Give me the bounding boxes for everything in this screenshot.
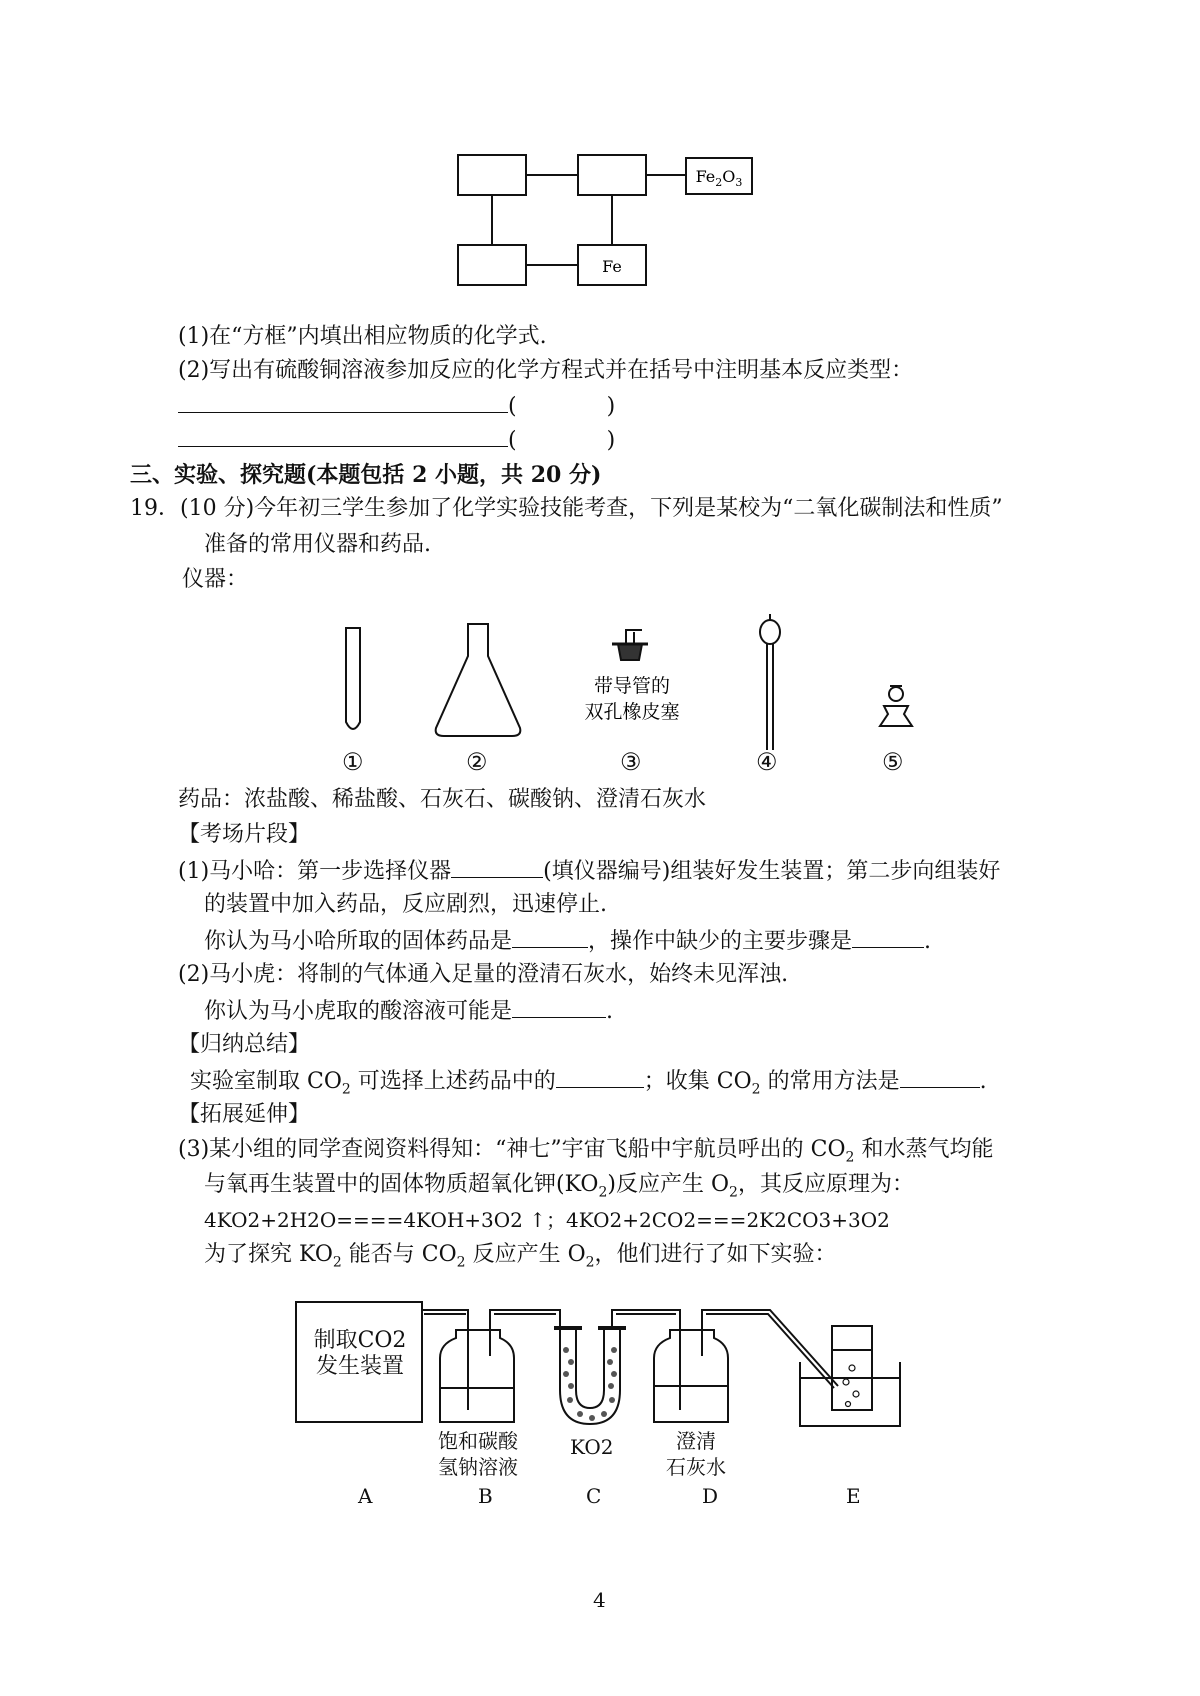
flow-fe2o3-label: $Fe_2O_3$: [695, 167, 743, 189]
part2-line2: 你认为马小虎取的酸溶液可能是 .: [204, 995, 613, 1027]
letter-E: E: [846, 1484, 861, 1508]
stopper-label-line2: 双孔橡皮塞: [584, 701, 680, 723]
stopper-label-line1: 带导管的: [593, 675, 671, 697]
part3-line2: 与氧再生装置中的固体物质超氧化钾$(KO_2)$反应产生 $O_2$，其反应原理为：: [204, 1172, 914, 1201]
page-number: 4: [593, 1588, 606, 1612]
acid-solution-blank[interactable]: [512, 995, 606, 1018]
part2-line1: (2)马小虎：将制的气体通入足量的澄清石灰水，始终未见浑浊.: [178, 962, 789, 987]
summary-line: 实验室制取 $CO_2$ 可选择上述药品中的 ；收集 $CO_2$ 的常用方法是 .: [190, 1065, 987, 1097]
part3-line1: (3)某小组的同学查阅资料得知：“神七”宇宙飞船中宇航员呼出的 $CO_2$ 和水蒸气均能: [178, 1137, 994, 1166]
reagents-list: 药品：浓盐酸、稀盐酸、石灰石、碳酸钠、澄清石灰水: [178, 787, 707, 812]
q18-item1: (1)在“方框”内填出相应物质的化学式.: [178, 324, 547, 349]
letter-C: C: [586, 1484, 602, 1508]
segment-summary-title: 【归纳总结】: [178, 1032, 311, 1057]
instrument-number-4: ④: [756, 748, 778, 776]
section-title: 三、实验、探究题(本题包括 2 小题，共 20 分): [130, 462, 602, 488]
q19-intro-1: 19．(10 分)今年初三学生参加了化学实验技能考查，下列是某校为“二氧化碳制法和性质”: [130, 496, 1003, 521]
part1-line3: 你认为马小哈所取的固体药品是 ，操作中缺少的主要步骤是 .: [204, 925, 931, 957]
bottle-D-label: 澄清 石灰水: [666, 1429, 726, 1479]
q19-intro-2: 准备的常用仪器和药品.: [204, 532, 431, 557]
flow-box-top-left[interactable]: [458, 155, 526, 195]
instrument-number-2: ②: [466, 748, 488, 776]
flow-fe-label: Fe: [602, 257, 622, 276]
equation-blank-1[interactable]: [178, 390, 508, 413]
flow-box-bottom-left[interactable]: [458, 245, 526, 285]
conical-flask-icon: [436, 624, 521, 736]
reaction-type-blank-2[interactable]: [517, 425, 607, 447]
bottle-B-label: 饱和碳酸 氢钠溶液: [438, 1429, 518, 1479]
separatory-funnel-icon: [760, 614, 780, 750]
alcohol-lamp-icon: [880, 686, 912, 726]
reaction-equations: 4KO2+2H2O====4KOH+3O2 ↑；4KO2+2CO2===2K2CO3+3O2: [204, 1208, 890, 1232]
rubber-stopper-icon: [612, 630, 648, 660]
flow-box-top-middle[interactable]: [578, 155, 646, 195]
reaction-type-blank-1[interactable]: [517, 391, 607, 413]
substance-flow-diagram: [0, 0, 1200, 300]
water-trough-E-icon: [800, 1326, 900, 1426]
instrument-number-3: ③: [620, 748, 642, 776]
bottle-D-icon: [654, 1324, 728, 1422]
test-tube-icon: [346, 628, 360, 729]
equation-blank-2[interactable]: [178, 424, 508, 447]
instrument-number-5: ⑤: [882, 748, 904, 776]
part3-line4: 为了探究 $KO_2$ 能否与 $CO_2$ 反应产生 $O_2$，他们进行了如下实验：: [204, 1242, 837, 1271]
apparatus-figure: [0, 1290, 1200, 1430]
letter-D: D: [702, 1484, 719, 1508]
collection-method-blank[interactable]: [900, 1065, 980, 1088]
segment-exam-title: 【考场片段】: [178, 822, 311, 847]
apparatus-A-label: 制取CO2 发生装置: [313, 1328, 407, 1379]
segment-extension-title: 【拓展延伸】: [178, 1102, 311, 1127]
u-tube-C-label: KO2: [570, 1435, 614, 1459]
q18-answer-line-2: ( ): [178, 424, 615, 456]
instrument-number-1: ①: [342, 748, 364, 776]
letter-A: A: [358, 1484, 373, 1508]
instruments-label: 仪器：: [182, 567, 249, 592]
solid-reagent-blank[interactable]: [512, 925, 588, 948]
missing-step-blank[interactable]: [852, 925, 924, 948]
bottle-B-icon: [440, 1324, 514, 1422]
part1-line1: (1)马小哈：第一步选择仪器 (填仪器编号)组装好发生装置；第二步向组装好: [178, 855, 1000, 887]
part1-line2: 的装置中加入药品，反应剧烈，迅速停止.: [204, 892, 607, 917]
q18-item2: (2)写出有硫酸铜溶液参加反应的化学方程式并在括号中注明基本反应类型：: [178, 358, 914, 383]
letter-B: B: [478, 1484, 493, 1508]
instrument-number-blank[interactable]: [451, 855, 543, 878]
q18-answer-line-1: ( ): [178, 390, 615, 422]
reagent-choice-blank[interactable]: [556, 1065, 644, 1088]
